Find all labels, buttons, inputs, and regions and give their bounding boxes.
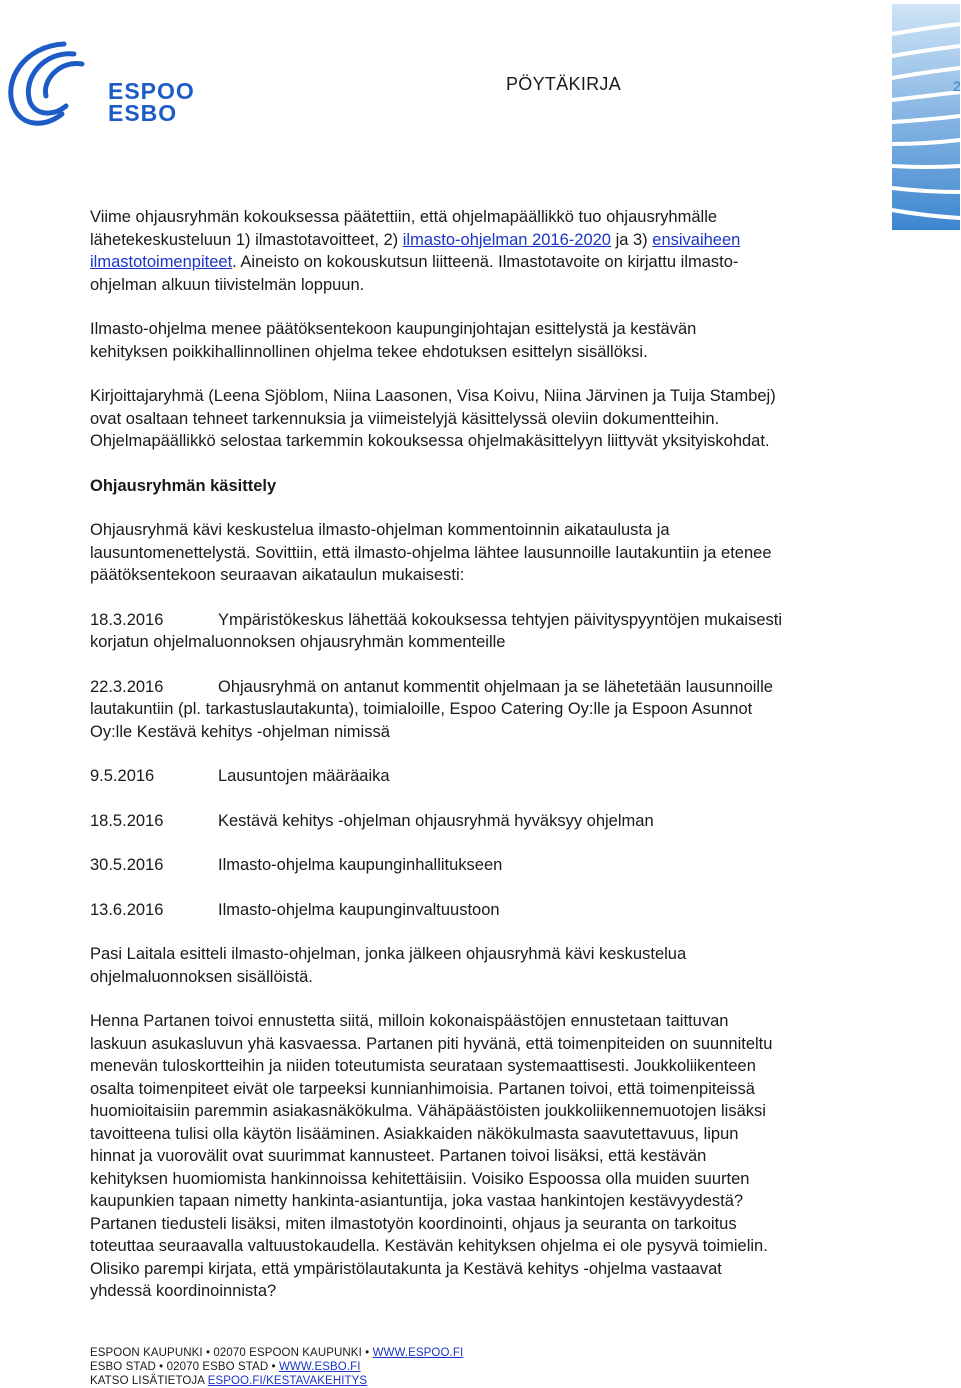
paragraph-discussion: Ohjausryhmä kävi keskustelua ilmasto-ohjelman kommentoinnin aikataulusta ja lausuntomenettelystä. Sovittiin, että ilmasto-ohjelma lähtee lausunnoille lautakuntiin ja etenee päätöksentekoon seuraavan aikataulun mukaisesti:	[90, 521, 772, 584]
schedule-item	[90, 609, 890, 654]
schedule-item	[90, 765, 890, 788]
link-ilmastotoimenpiteet[interactable]: ilmastotoimenpiteet	[90, 253, 233, 271]
document-title: PÖYTÄKIRJA	[506, 74, 622, 94]
paragraph-line: tavoitteena tulisi olla käytön lisääminen. Asiakkaiden näkökulmasta saavutettavuus, lipun	[90, 1124, 739, 1143]
schedule-date: 9.5.2016	[90, 767, 155, 785]
schedule-text: Lausuntojen määräaika	[218, 767, 390, 785]
paragraph-line: toteuttaa seuraavalla valtuustokaudella. Kestävän kehityksen ohjelma ei ole pysyvä toimielin.	[90, 1237, 768, 1255]
schedule-item	[90, 810, 890, 833]
schedule-text: Ohjausryhmä on antanut kommentit ohjelmaan ja se lähetetään lausunnoille	[218, 677, 773, 696]
logo-text-espoo: ESPOO	[108, 78, 195, 104]
footer-link-kestavakehitys[interactable]: ESPOO.FI/KESTAVAKEHITYS	[207, 1375, 368, 1387]
paragraph-line: kaupunkien tapaan nimetty hankinta-asiantuntija, joka vastaa hankintojen kestävyydestä?	[90, 1192, 744, 1210]
schedule-list	[90, 609, 890, 922]
schedule-text: Ilmasto-ohjelma kaupunginvaltuustoon	[218, 900, 500, 919]
schedule-date: 18.5.2016	[90, 811, 164, 830]
footer-line-esbo: ESBO STAD • 02070 ESBO STAD • WWW.ESBO.FI	[90, 1361, 361, 1373]
paragraph-line: Olisiko parempi kirjata, että ympäristölautakunta ja Kestävä kehitys -ohjelma vastaavat	[90, 1259, 722, 1278]
paragraph-line: menevän tuloskortteihin ja niiden toteutumista seurataan systemaattisesti. Joukkoliikenteen	[90, 1057, 756, 1075]
section-heading: Ohjausryhmän käsittely	[90, 476, 277, 495]
schedule-item	[90, 854, 890, 877]
paragraph-line: laskuun asukasluvun yhä kasvaessa. Partanen piti hyvänä, että toimenpiteiden on suunniteltu	[90, 1034, 773, 1053]
intro-paragraph: Viime ohjausryhmän kokouksessa päätettiin, että ohjelmapäällikkö tuo ohjausryhmälle lähetekeskusteluun 1) ilmastotavoitteet, 2) ilmasto-ohjelman 2016-2020 ja 3) ensivaiheen ilmastotoimenpiteet. Aineisto on kokouskutsun liitteenä. Ilmastotavoite on kirjattu ilmasto- ohjelman alkuun tiivistelmän loppuun.	[90, 208, 741, 294]
paragraph-partanen	[90, 1010, 890, 1303]
paragraph-decision: Ilmasto-ohjelma menee päätöksentekoon kaupunginjohtajan esittelystä ja kestävän kehityksen poikkihallinnollinen ohjelma tekee ehdotuksen esittelyn sisällöksi.	[90, 320, 697, 361]
schedule-date: 18.3.2016	[90, 610, 164, 629]
footer-line-info: KATSO LISÄTIETOJA ESPOO.FI/KESTAVAKEHITYS	[90, 1375, 368, 1387]
document-body	[90, 206, 890, 1303]
footer	[90, 1346, 463, 1388]
link-ensivaiheen[interactable]: ensivaiheen	[652, 230, 741, 249]
paragraph-line: Partanen tiedusteli lisäksi, miten ilmastotyön koordinointi, ohjaus ja seuranta on tarkoitus	[90, 1214, 737, 1233]
footer-line-espoo: ESPOON KAUPUNKI • 02070 ESPOON KAUPUNKI • WWW.ESPOO.FI	[90, 1347, 464, 1359]
schedule-item	[90, 676, 890, 744]
schedule-date: 13.6.2016	[90, 900, 164, 919]
paragraph-writers: Kirjoittajaryhmä (Leena Sjöblom, Niina Laasonen, Visa Koivu, Niina Järvinen ja Tuija Stambej) ovat osaltaan tehneet tarkennuksia ja viimeistelyjä käsittelyssä oleviin dokumentteihin. Ohjelmapäällikkö selostaa tarkemmin kokouksessa ohjelmakäsittelyyn liittyvät yksityiskohdat.	[90, 387, 776, 450]
paragraph-line: huomioitaisiin paremmin asiakasnäkökulma. Vähäpäästöisten joukkoliikennemuotojen lisäksi	[90, 1102, 766, 1120]
schedule-text-continued: lautakuntiin (pl. tarkastuslautakunta), toimialoille, Espoo Catering Oy:lle ja Espoon Asunnot	[90, 700, 753, 718]
schedule-date: 22.3.2016	[90, 677, 164, 696]
schedule-text: Kestävä kehitys -ohjelman ohjausryhmä hyväksyy ohjelman	[218, 811, 654, 830]
link-ilmasto-ohjelma[interactable]: ilmasto-ohjelman 2016-2020	[402, 230, 611, 249]
paragraph-line: osalta toimenpiteet eivät ole tarpeeksi kunnianhimoisia. Partanen toivoi, että toimenpiteissä	[90, 1079, 755, 1098]
espoo-logo	[4, 36, 204, 136]
schedule-item	[90, 899, 890, 922]
footer-link-esbo[interactable]: WWW.ESBO.FI	[278, 1361, 361, 1373]
paragraph-line: Henna Partanen toivoi ennustetta siitä, milloin kokonaispäästöjen ennustetaan taittuvan	[90, 1012, 729, 1030]
page-number: 2	[953, 78, 961, 94]
schedule-text: Ympäristökeskus lähettää kokouksessa tehtyjen päivityspyyntöjen mukaisesti	[218, 610, 783, 629]
paragraph-line: kehityksen huomiomista hankinnoissa kehitettäisiin. Voisiko Espoossa olla muiden suurten	[90, 1169, 750, 1188]
schedule-text-continued: korjatun ohjelmaluonnoksen ohjausryhmän kommenteille	[90, 633, 506, 651]
schedule-text: Ilmasto-ohjelma kaupunginhallitukseen	[218, 856, 503, 874]
schedule-date: 30.5.2016	[90, 856, 164, 874]
paragraph-laitala: Pasi Laitala esitteli ilmasto-ohjelman, jonka jälkeen ohjausryhmä kävi keskustelua ohjelmaluonnoksen sisällöistä.	[90, 945, 687, 986]
paragraph-line: yhdessä koordinoinnista?	[90, 1282, 277, 1300]
decorative-wave-icon	[892, 4, 960, 230]
schedule-text-continued: Oy:lle Kestävä kehitys -ohjelman nimissä	[90, 722, 390, 741]
footer-link-espoo[interactable]: WWW.ESPOO.FI	[372, 1347, 464, 1359]
paragraph-line: hinnat ja vuorovälit ovat suurimmat kannusteet. Partanen toivoi lisäksi, että kestävän	[90, 1147, 707, 1165]
logo-text-esbo: ESBO	[108, 100, 178, 126]
espoo-logo-swirl-icon	[4, 36, 114, 136]
